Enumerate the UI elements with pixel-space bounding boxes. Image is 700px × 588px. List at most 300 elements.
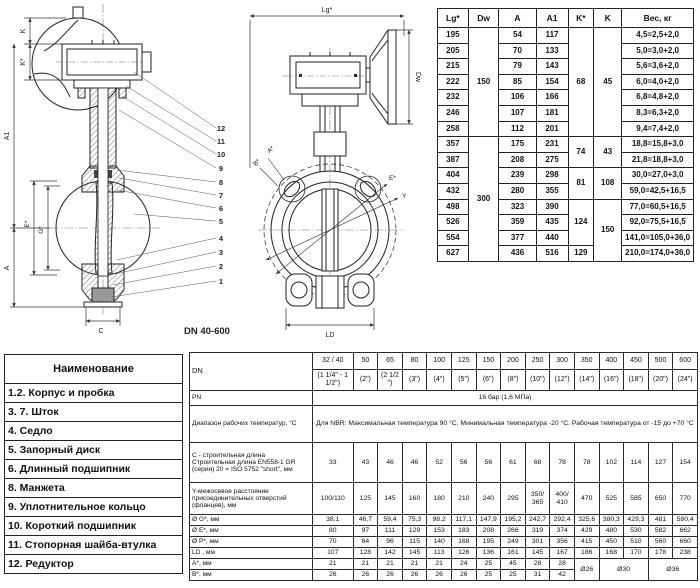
dim-value-cell: 150 (594, 199, 622, 261)
dim-label-a1: A1 (4, 131, 11, 141)
spec-value-cell: 46 (378, 443, 403, 483)
dim-value-cell: 143 (536, 59, 568, 75)
spec-value-cell: 25 (476, 559, 501, 570)
dim-value-cell: 357 (438, 137, 469, 153)
dw-dimension (396, 30, 413, 124)
dim-value-cell: 387 (438, 152, 469, 168)
dn-inch-cell: (5") (451, 370, 476, 391)
dim-value-cell: 275 (536, 152, 568, 168)
callout-leaders (111, 72, 216, 297)
callout-6: 6 (218, 204, 224, 213)
spec-value-cell: Ø26 (574, 559, 599, 581)
dn-inch-cell: (14") (574, 370, 599, 391)
spec-value-cell: 168 (451, 537, 476, 548)
spec-value-cell: 530 (624, 526, 649, 537)
dn-size-cell: 500 (648, 353, 673, 370)
dim-value-cell: 124 (568, 199, 594, 246)
dn-size-cell: 50 (353, 353, 378, 370)
spec-value-cell: 78 (550, 443, 575, 483)
spec-value-cell: 26 (312, 570, 353, 581)
spec-value-cell: 68 (525, 443, 550, 483)
dn-size-cell: 200 (501, 353, 526, 370)
spec-value-cell: 96 (378, 537, 403, 548)
spec-value-cell: 195 (476, 537, 501, 548)
dim-value-cell: 133 (536, 43, 568, 59)
dn-size-cell: 125 (451, 353, 476, 370)
parts-list-row (5, 498, 183, 517)
part-name-cell: 10. Короткий подшипник (5, 517, 183, 536)
callout-9: 9 (218, 164, 224, 173)
spec-value-cell: 356 (550, 537, 575, 548)
spec-value-cell: 266 (501, 526, 526, 537)
dim-value-cell: 280 (499, 183, 536, 199)
dim-value-cell: 355 (536, 183, 568, 199)
dim-value-cell: 435 (536, 215, 568, 231)
spec-value-cell: 510 (624, 537, 649, 548)
dn-inch-cell: (12") (550, 370, 575, 391)
spec-table-row (190, 537, 698, 548)
spec-value-cell: 21 (312, 559, 353, 570)
dn-inch-cell: (10") (525, 370, 550, 391)
dn-inch-cell: (24") (673, 370, 698, 391)
dim-value-cell: 175 (499, 137, 536, 153)
spec-value-cell: 45 (501, 559, 526, 570)
dim-label-lg: Lg* (321, 7, 333, 14)
part-name-cell: 3. 7. Шток (5, 403, 183, 422)
dim-value-cell: 300 (468, 137, 499, 262)
ld-dimension (286, 308, 374, 330)
dim-value-cell: 30,0=27,0+3,0 (622, 168, 694, 184)
dim-label-k: K (20, 28, 27, 34)
dim-value-cell: 70 (499, 43, 536, 59)
dim-value-cell: 150 (468, 28, 499, 137)
spec-value-cell: 75,3 (402, 515, 427, 526)
spec-value-cell: 153 (427, 526, 452, 537)
spec-table-row (190, 548, 698, 559)
dim-value-cell: 4,5=2,5+2,0 (622, 28, 694, 44)
dim-value-cell: 208 (499, 152, 536, 168)
spec-value-cell: 128 (353, 548, 378, 559)
spec-value-cell: 38,1 (312, 515, 353, 526)
spec-value-cell: 525 (599, 483, 624, 515)
spec-value-cell: 161 (501, 548, 526, 559)
drawing-caption: DN 40-600 (184, 326, 230, 337)
part-name-cell: 6. Длинный подшипник (5, 460, 183, 479)
dim-header-cell: K (594, 9, 622, 28)
spec-value-cell: 78 (574, 443, 599, 483)
spec-value-cell: 98,2 (427, 515, 452, 526)
spec-value-cell: 481 (648, 515, 673, 526)
dn-size-cell: 300 (550, 353, 575, 370)
spec-value-cell: 145 (525, 548, 550, 559)
spec-table-row (190, 443, 698, 483)
spec-value-cell: 46 (402, 443, 427, 483)
spec-value-cell: 301 (525, 537, 550, 548)
spec-value-cell: 325,6 (574, 515, 599, 526)
parts-list-row (5, 479, 183, 498)
dim-value-cell: 201 (536, 121, 568, 137)
spec-value-cell: 111 (378, 526, 403, 537)
spec-value-cell: 560 (648, 537, 673, 548)
front-view-svg (232, 0, 440, 348)
spec-value-cell: 21 (402, 559, 427, 570)
dim-label-e-star: E* (389, 175, 396, 182)
spec-table-head (190, 353, 698, 391)
spec-value-cell: 480 (599, 526, 624, 537)
part-name-cell: 11. Стопорная шайба-втулка (5, 536, 183, 555)
dn-size-cell: 100 (427, 353, 452, 370)
spec-value-cell: 136 (476, 548, 501, 559)
spec-row-label: Ø P*, мм (190, 537, 313, 548)
dim-value-cell: 21,8=18,8+3,0 (622, 152, 694, 168)
dim-value-cell: 117 (536, 28, 568, 44)
valve-body-section (56, 88, 150, 307)
spec-table-row (190, 526, 698, 537)
spec-value-cell: 429 (574, 526, 599, 537)
spec-value-cell: 127 (648, 443, 673, 483)
dim-value-cell: 5,0=3,0+2,0 (622, 43, 694, 59)
spec-value-cell: 662 (673, 526, 698, 537)
spec-value-cell: 380,3 (599, 515, 624, 526)
spec-value-cell: 56 (451, 443, 476, 483)
spec-value-cell: 113 (427, 548, 452, 559)
spec-table-row (190, 406, 698, 443)
spec-value-cell: 167 (550, 548, 575, 559)
dim-header-cell: Вес, кг (622, 9, 694, 28)
dim-value-cell: 6,8=4,8+2,0 (622, 90, 694, 106)
dim-header-cell: A (499, 9, 536, 28)
dim-value-cell: 68 (568, 28, 594, 137)
dim-value-cell: 436 (499, 246, 536, 262)
dim-label-y: Y (402, 193, 407, 200)
spec-value-cell: 168 (599, 548, 624, 559)
spec-value-cell: 33 (312, 443, 353, 483)
spec-value-cell: 102 (599, 443, 624, 483)
spec-value-cell: 154 (673, 443, 698, 483)
spec-table-row (190, 515, 698, 526)
spec-table-container (189, 352, 698, 581)
dim-header-cell: Lg* (438, 9, 469, 28)
dim-value-cell: 5,6=3,6+2,0 (622, 59, 694, 75)
dn-inch-cell: (18") (624, 370, 649, 391)
dim-value-cell: 404 (438, 168, 469, 184)
dn-size-cell: 80 (402, 353, 427, 370)
spec-table-row (190, 559, 698, 570)
callout-1: 1 (218, 277, 224, 286)
spec-value-cell: 145 (378, 483, 403, 515)
dim-value-cell: 323 (499, 199, 536, 215)
dim-label-c: C (98, 328, 104, 335)
spec-value-cell: 295 (501, 483, 526, 515)
callout-4: 4 (218, 234, 224, 243)
part-name-cell: 1.2. Корпус и пробка (5, 384, 183, 403)
spec-row-label: LD , мм (190, 548, 313, 559)
spec-value-cell: 660 (673, 537, 698, 548)
side-view-svg (0, 0, 232, 348)
dn-inch-cell: (20") (648, 370, 673, 391)
dim-value-cell: 79 (499, 59, 536, 75)
dim-value-cell: 108 (594, 168, 622, 199)
spec-row-label: PN (190, 391, 313, 406)
spec-value-cell: 28 (525, 559, 550, 570)
dimensions-table (437, 8, 694, 262)
spec-value-cell: 126 (451, 548, 476, 559)
dn-inch-cell: (3") (402, 370, 427, 391)
dim-value-cell: 92,0=75,5+16,5 (622, 215, 694, 231)
spec-value-cell: 195,2 (501, 515, 526, 526)
front-view-drawing (232, 0, 440, 348)
parts-list-table (4, 354, 183, 574)
spec-value-cell: 770 (673, 483, 698, 515)
dim-value-cell: 129 (568, 246, 594, 262)
spec-value-cell: 470 (574, 483, 599, 515)
dim-label-e-star: E* (24, 220, 31, 228)
dn-inch-cell: (2") (353, 370, 378, 391)
dim-value-cell: 107 (499, 105, 536, 121)
spec-row-label: С - строительная длина Строительная длина EN558-1 GR (серия) 20 = ISO 5752 "short", мм (190, 443, 313, 483)
spec-value-cell: 26 (402, 570, 427, 581)
dim-value-cell: 516 (536, 246, 568, 262)
dim-table-row (438, 137, 694, 153)
spec-value-cell: 249 (501, 537, 526, 548)
dim-value-cell: 231 (536, 137, 568, 153)
callout-2: 2 (218, 262, 224, 271)
part-name-cell: 12. Редуктор (5, 555, 183, 574)
spec-value-cell: 374 (550, 526, 575, 537)
spec-value-cell: 26 (451, 570, 476, 581)
parts-list-header: Наименование (5, 355, 183, 384)
spec-value-cell: 186 (574, 548, 599, 559)
spec-value-cell: 350/ 365 (525, 483, 550, 515)
spec-value-cell: 180 (427, 483, 452, 515)
spec-value-cell: Ø30 (599, 559, 648, 581)
dim-table-row (438, 28, 694, 44)
callout-8: 8 (218, 178, 224, 187)
spec-dn-size-row (190, 353, 698, 370)
spec-value-cell: 46,7 (353, 515, 378, 526)
spec-value-cell: 140 (427, 537, 452, 548)
dim-value-cell: 45 (594, 28, 622, 137)
dim-value-cell: 359 (499, 215, 536, 231)
dn-size-cell: 150 (476, 353, 501, 370)
parts-header-row (5, 355, 183, 384)
dim-value-cell: 166 (536, 90, 568, 106)
parts-list-row (5, 403, 183, 422)
spec-span-cell: 16 бар (1,6 МПа) (312, 391, 697, 406)
spec-value-cell: 26 (427, 570, 452, 581)
dim-value-cell: 239 (499, 168, 536, 184)
dn-inch-cell: (2 1/2 ") (378, 370, 403, 391)
dim-header-cell: Dw (468, 9, 499, 28)
dim-label-b-star: B* (252, 158, 262, 168)
callout-12: 12 (216, 124, 226, 133)
dim-value-cell: 81 (568, 168, 594, 199)
side-view-drawing (0, 0, 232, 348)
dim-value-cell: 85 (499, 74, 536, 90)
dim-value-cell: 526 (438, 215, 469, 231)
handwheel-side (370, 30, 396, 124)
dim-label-a: A (4, 265, 11, 271)
spec-value-cell: 238 (673, 548, 698, 559)
dim-value-cell: 181 (536, 105, 568, 121)
spec-span-cell: Для NBR: Максимальная температура 90 °C. Минимальная температура -20 °C. Рабочая температура от -15 до +70 °C (312, 406, 697, 443)
dim-label-ld: LD (325, 332, 335, 339)
dim-value-cell: 246 (438, 105, 469, 121)
parts-list-row (5, 517, 183, 536)
spec-value-cell: 56 (476, 443, 501, 483)
spec-value-cell: 59,4 (378, 515, 403, 526)
callout-7: 7 (218, 191, 224, 200)
spec-value-cell: 31 (525, 570, 550, 581)
dn-label-cell: DN (190, 353, 313, 391)
spec-value-cell: 42 (550, 570, 575, 581)
spec-value-cell: 26 (378, 570, 403, 581)
spec-value-cell: 400/ 410 (550, 483, 575, 515)
spec-row-label: B*, мм (190, 570, 313, 581)
dim-value-cell: 210,0=174,0+36,0 (622, 246, 694, 262)
spec-value-cell: 170 (624, 548, 649, 559)
dim-value-cell: 9,4=7,4+2,0 (622, 121, 694, 137)
spec-value-cell: 585 (624, 483, 649, 515)
spec-table-row (190, 483, 698, 515)
dim-value-cell: 440 (536, 230, 568, 246)
spec-value-cell: 26 (353, 570, 378, 581)
spec-row-label: Ø E*, мм (190, 526, 313, 537)
spec-value-cell: Ø36 (648, 559, 697, 581)
dimensions-table-container (437, 8, 694, 262)
part-name-cell: 9. Уплотнительное кольцо (5, 498, 183, 517)
spec-value-cell: 61 (501, 443, 526, 483)
spec-value-cell: 28 (550, 559, 575, 570)
part-name-cell: 8. Манжета (5, 479, 183, 498)
spec-value-cell: 21 (378, 559, 403, 570)
callout-10: 10 (216, 150, 226, 159)
dim-value-cell: 6,0=4,0+2,0 (622, 74, 694, 90)
dim-value-cell: 432 (438, 183, 469, 199)
dim-value-cell: 215 (438, 59, 469, 75)
dn-size-cell: 32 / 40 (312, 353, 353, 370)
dn-size-cell: 400 (599, 353, 624, 370)
dn-size-cell: 65 (378, 353, 403, 370)
spec-row-label: A*, мм (190, 559, 313, 570)
parts-list-row (5, 441, 183, 460)
parts-list-row (5, 460, 183, 479)
spec-value-cell: 178 (648, 548, 673, 559)
spec-value-cell: 319 (525, 526, 550, 537)
spec-value-cell: 52 (427, 443, 452, 483)
dim-value-cell: 154 (536, 74, 568, 90)
dim-value-cell: 498 (438, 199, 469, 215)
dim-value-cell: 222 (438, 74, 469, 90)
parts-list-body (5, 384, 183, 574)
dim-value-cell: 43 (594, 137, 622, 168)
spec-value-cell: 292,4 (550, 515, 575, 526)
spec-value-cell: 160 (402, 483, 427, 515)
spec-value-cell: 183 (451, 526, 476, 537)
dim-value-cell: 258 (438, 121, 469, 137)
spec-value-cell: 125 (353, 483, 378, 515)
spec-value-cell: 240 (476, 483, 501, 515)
spec-value-cell: 21 (427, 559, 452, 570)
dim-header-cell: K* (568, 9, 594, 28)
dim-value-cell: 298 (536, 168, 568, 184)
dim-table-body (438, 28, 694, 262)
dim-label-k-star: K* (20, 58, 27, 66)
dim-value-cell: 77,0=60,5+16,5 (622, 199, 694, 215)
parts-list-row (5, 555, 183, 574)
dim-value-cell: 112 (499, 121, 536, 137)
dn-inch-cell: (16") (599, 370, 624, 391)
dim-value-cell: 74 (568, 137, 594, 168)
dn-size-cell: 600 (673, 353, 698, 370)
spec-value-cell: 429,3 (624, 515, 649, 526)
spec-value-cell: 114 (624, 443, 649, 483)
dim-value-cell: 18,8=15,8+3,0 (622, 137, 694, 153)
parts-list-row (5, 384, 183, 403)
neck-front (314, 106, 346, 172)
spec-value-cell: 25 (476, 570, 501, 581)
dim-label-a-star: A* (266, 145, 276, 155)
dim-value-cell: 627 (438, 246, 469, 262)
spec-value-cell: 43 (353, 443, 378, 483)
dim-value-cell: 141,0=105,0+36,0 (622, 230, 694, 246)
spec-value-cell: 129 (402, 526, 427, 537)
spec-value-cell: 582 (648, 526, 673, 537)
spec-value-cell: 115 (402, 537, 427, 548)
dim-value-cell: 390 (536, 199, 568, 215)
spec-value-cell: 450 (599, 537, 624, 548)
dim-header-cell: A1 (536, 9, 568, 28)
spec-value-cell: 107 (312, 548, 353, 559)
dim-value-cell: 8,3=6,3+2,0 (622, 105, 694, 121)
spec-value-cell: 100/110 (312, 483, 353, 515)
dim-value-cell: 232 (438, 90, 469, 106)
dim-value-cell: 195 (438, 28, 469, 44)
dn-inch-cell: (1 1/4" - 1 1/2") (312, 370, 353, 391)
dn-inch-cell: (6") (476, 370, 501, 391)
callout-11: 11 (217, 137, 225, 146)
dim-value-cell: 205 (438, 43, 469, 59)
dn-size-cell: 250 (525, 353, 550, 370)
dn-inch-cell: (8") (501, 370, 526, 391)
callout-5: 5 (218, 217, 224, 226)
spec-value-cell: 97 (353, 526, 378, 537)
spec-table-row (190, 391, 698, 406)
spec-value-cell: 145 (402, 548, 427, 559)
dn-size-cell: 450 (624, 353, 649, 370)
callout-3: 3 (218, 248, 224, 257)
spec-table-body (190, 391, 698, 581)
spec-value-cell: 415 (574, 537, 599, 548)
parts-list-container (4, 354, 183, 574)
part-name-cell: 4. Седло (5, 422, 183, 441)
dim-value-cell: 377 (499, 230, 536, 246)
spec-value-cell: 117,1 (451, 515, 476, 526)
callout-numbers (217, 124, 225, 286)
dn-inch-cell: (4") (427, 370, 452, 391)
spec-value-cell: 25 (501, 570, 526, 581)
dn-size-cell: 350 (574, 353, 599, 370)
dim-value-cell: 54 (499, 28, 536, 44)
spec-value-cell: 147,9 (476, 515, 501, 526)
spec-row-label: Диапазон рабочих температур, °C (190, 406, 313, 443)
parts-list-row (5, 422, 183, 441)
spec-value-cell: 580,4 (673, 515, 698, 526)
spec-value-cell: 210 (451, 483, 476, 515)
spec-row-label: Ø G*, мм (190, 515, 313, 526)
dim-header-row (438, 9, 694, 28)
spec-value-cell: 650 (648, 483, 673, 515)
